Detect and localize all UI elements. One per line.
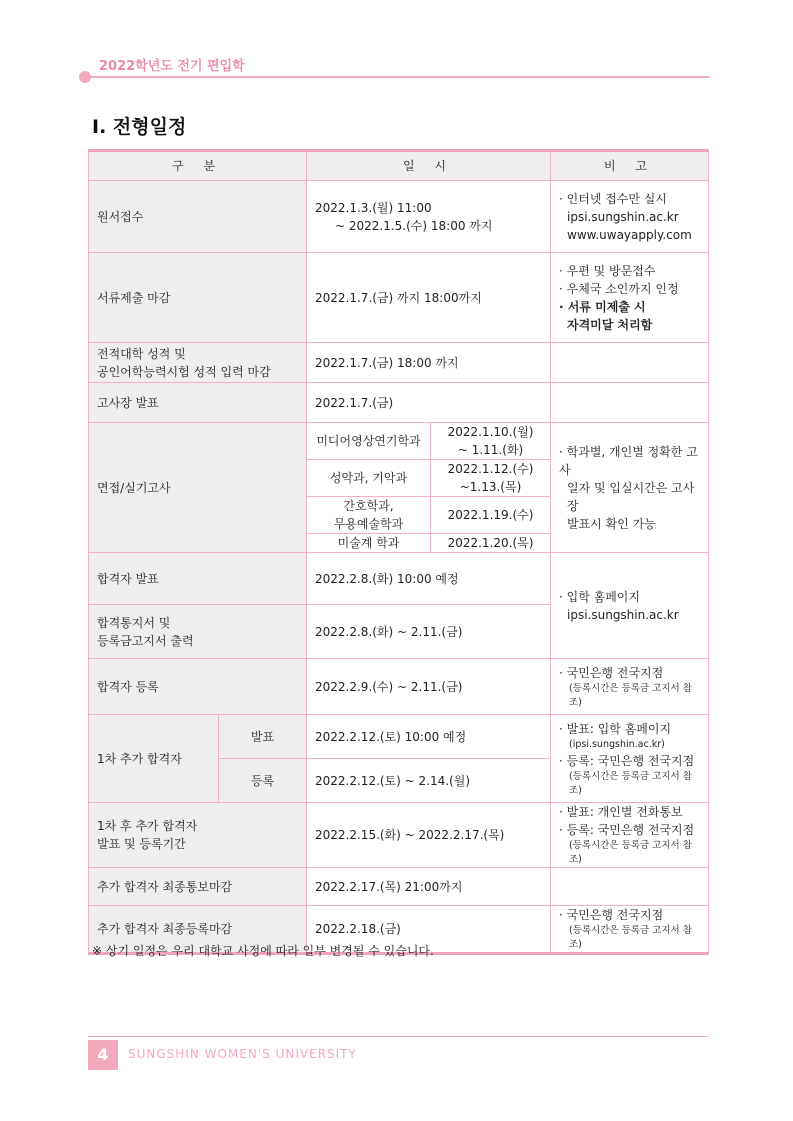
remark-line: 자격미달 처리함 xyxy=(567,317,653,332)
remark-line: · 등록: 국민은행 전국지점 xyxy=(559,753,695,768)
date-line: ~1.13.(목) xyxy=(459,480,522,494)
dept-cell xyxy=(307,497,431,534)
row-remarks xyxy=(551,659,709,715)
remark-line: (ipsi.sungshin.ac.kr) xyxy=(569,738,665,750)
row-date: 2022.2.12.(토) 10:00 예정 xyxy=(307,715,551,759)
remark-line: · 서류 미제출 시 xyxy=(559,299,646,314)
date-line: 2022.1.12.(수) xyxy=(447,462,534,476)
row-category xyxy=(89,803,307,868)
footnote: ※ 상기 일정은 우리 대학교 사정에 따라 일부 변경될 수 있습니다. xyxy=(92,944,434,958)
remark-line: · 우편 및 방문접수 xyxy=(559,263,656,278)
dept-date xyxy=(431,423,551,460)
row-date: 2022.2.15.(화) ~ 2022.2.17.(목) xyxy=(307,803,551,868)
category-line: 발표 및 등록기간 xyxy=(97,837,186,851)
header-divider xyxy=(84,76,710,78)
table-row xyxy=(89,803,709,868)
row-date: 2022.2.12.(토) ~ 2.14.(월) xyxy=(307,759,551,803)
row-date: 2022.1.7.(금) 18:00 까지 xyxy=(307,343,551,383)
remark-line: (등록시간은 등록금 고지서 참조) xyxy=(569,770,692,796)
date-line: ~ 2022.1.5.(수) 18:00 까지 xyxy=(335,218,493,233)
table-row xyxy=(89,343,709,383)
remark-line: ipsi.sungshin.ac.kr xyxy=(567,209,679,224)
dept-date: 2022.1.20.(목) xyxy=(431,534,551,553)
remark-line: · 발표: 개인별 전화통보 xyxy=(559,805,683,819)
footer-divider xyxy=(88,1036,708,1037)
table-row xyxy=(89,659,709,715)
table-row xyxy=(89,868,709,906)
row-remarks xyxy=(551,181,709,253)
remark-line: · 발표: 입학 홈페이지 xyxy=(559,721,672,736)
table-row xyxy=(89,423,709,460)
row-category: 서류제출 마감 xyxy=(89,253,307,343)
category-line: 공인어학능력시험 성적 입력 마감 xyxy=(97,364,271,379)
remark-line: 일자 및 입실시간은 고사장 xyxy=(567,480,695,513)
remark-line: (등록시간은 등록금 고지서 참조) xyxy=(569,925,692,950)
date-line: 2022.1.10.(월) xyxy=(447,425,534,439)
dept-date: 2022.1.19.(수) xyxy=(431,497,551,534)
row-category: 추가 합격자 최종등록마감 xyxy=(89,906,307,954)
row-date: 2022.2.9.(수) ~ 2.11.(금) xyxy=(307,659,551,715)
table-header-row xyxy=(89,151,709,181)
remark-line: · 학과별, 개인별 정확한 고사 xyxy=(559,444,698,477)
page-number: 4 xyxy=(88,1040,118,1070)
header-remarks: 비 고 xyxy=(551,151,709,181)
dept-cell: 성악과, 기악과 xyxy=(307,460,431,497)
header-bullet-dot xyxy=(79,71,91,83)
category-line: 등록금고지서 출력 xyxy=(97,633,194,648)
dept-line: 무용예술학과 xyxy=(333,517,404,531)
row-category: 1차 추가 합격자 xyxy=(89,715,219,803)
row-remarks xyxy=(551,383,709,423)
row-remarks xyxy=(551,715,709,803)
table-row xyxy=(89,553,709,605)
remark-line: ipsi.sungshin.ac.kr xyxy=(567,607,679,622)
row-date: 2022.1.7.(금) 까지 18:00까지 xyxy=(307,253,551,343)
date-line: ~ 1.11.(화) xyxy=(457,443,524,457)
row-remarks xyxy=(551,423,709,553)
category-line: 전적대학 성적 및 xyxy=(97,346,186,361)
category-line: 1차 후 추가 합격자 xyxy=(97,819,198,833)
row-category xyxy=(89,605,307,659)
remark-line: · 입학 홈페이지 xyxy=(559,589,640,604)
remark-line: www.uwayapply.com xyxy=(567,227,692,242)
sub-category: 등록 xyxy=(219,759,307,803)
dept-date xyxy=(431,460,551,497)
remark-line: · 인터넷 접수만 실시 xyxy=(559,191,667,206)
dept-line: 간호학과, xyxy=(343,499,394,513)
remark-line: 발표시 확인 가능 xyxy=(567,516,656,531)
row-remarks xyxy=(551,343,709,383)
table-row xyxy=(89,253,709,343)
row-date: 2022.1.7.(금) xyxy=(307,383,551,423)
footer-university: SUNGSHIN WOMEN'S UNIVERSITY xyxy=(128,1047,357,1061)
row-date: 2022.2.8.(화) 10:00 예정 xyxy=(307,553,551,605)
row-remarks xyxy=(551,253,709,343)
row-date: 2022.2.17.(목) 21:00까지 xyxy=(307,868,551,906)
header-title: 2022학년도 전기 편입학 xyxy=(99,59,245,74)
section-title: Ⅰ. 전형일정 xyxy=(92,116,187,138)
row-remarks xyxy=(551,803,709,868)
row-category: 추가 합격자 최종통보마감 xyxy=(89,868,307,906)
row-date xyxy=(307,181,551,253)
row-category: 합격자 등록 xyxy=(89,659,307,715)
category-line: 합격통지서 및 xyxy=(97,615,171,630)
row-remarks xyxy=(551,868,709,906)
dept-cell: 미술계 학과 xyxy=(307,534,431,553)
sub-category: 발표 xyxy=(219,715,307,759)
remark-line: · 우체국 소인까지 인정 xyxy=(559,281,679,296)
date-line: 2022.1.3.(월) 11:00 xyxy=(315,200,432,215)
table-row xyxy=(89,383,709,423)
row-category: 합격자 발표 xyxy=(89,553,307,605)
row-date: 2022.2.8.(화) ~ 2.11.(금) xyxy=(307,605,551,659)
schedule-table xyxy=(88,149,709,955)
remark-line: · 등록: 국민은행 전국지점 xyxy=(559,823,695,837)
remark-line: (등록시간은 등록금 고지서 참조) xyxy=(569,840,692,865)
row-category: 면접/실기고사 xyxy=(89,423,307,553)
row-category: 고사장 발표 xyxy=(89,383,307,423)
row-remarks xyxy=(551,906,709,954)
row-remarks xyxy=(551,553,709,659)
remark-line: · 국민은행 전국지점 xyxy=(559,665,664,680)
dept-cell: 미디어영상연기학과 xyxy=(307,423,431,460)
row-category xyxy=(89,343,307,383)
remark-line: (등록시간은 등록금 고지서 참조) xyxy=(569,682,692,708)
row-category: 원서접수 xyxy=(89,181,307,253)
header-datetime: 일 시 xyxy=(307,151,551,181)
table-row xyxy=(89,181,709,253)
header-category: 구 분 xyxy=(89,151,307,181)
row-date: 2022.2.18.(금) xyxy=(307,906,551,954)
table-row xyxy=(89,715,709,759)
remark-line: · 국민은행 전국지점 xyxy=(559,908,664,922)
